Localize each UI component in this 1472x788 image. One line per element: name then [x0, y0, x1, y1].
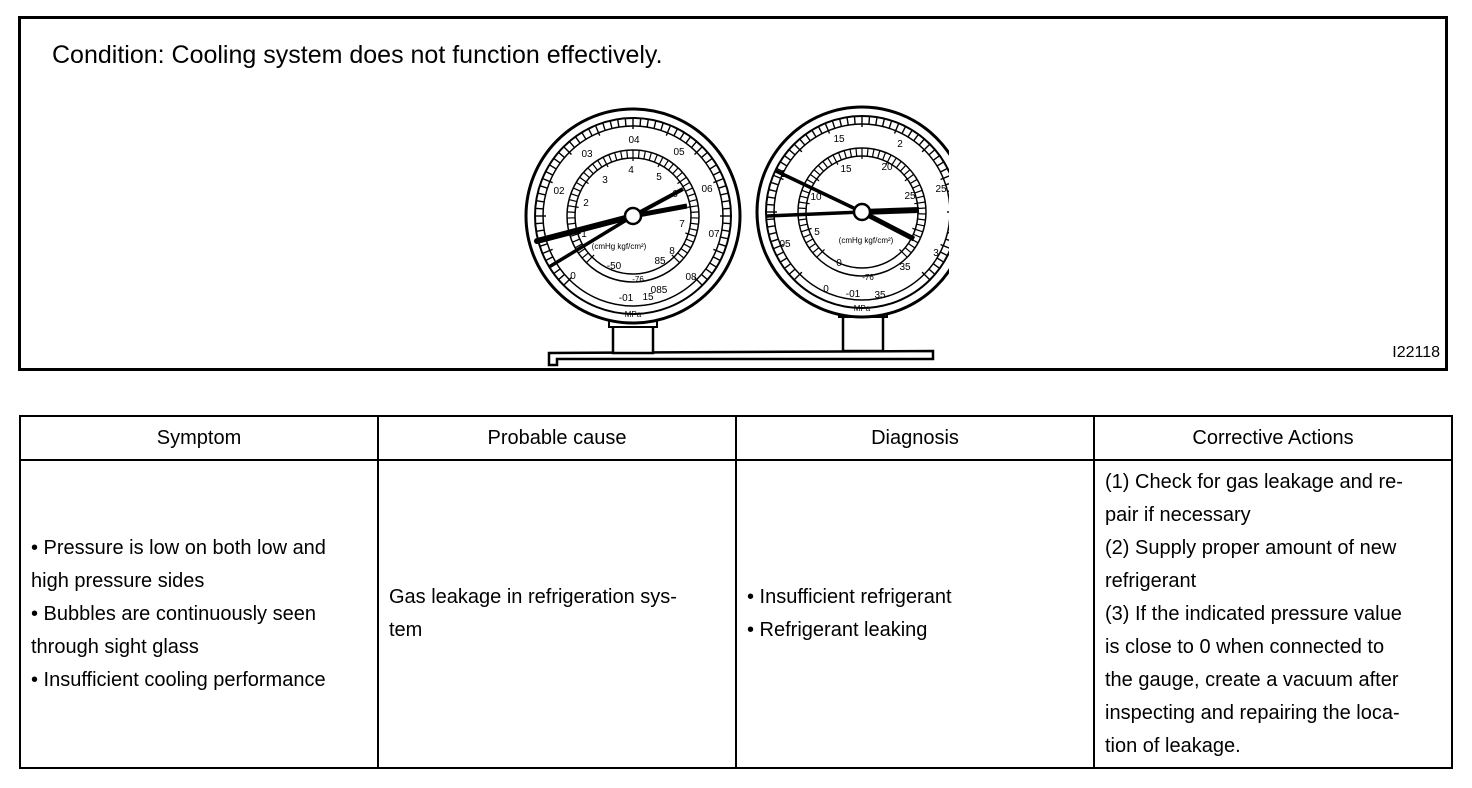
dial-tick — [625, 118, 626, 126]
low-inner-label: -01 — [618, 293, 634, 304]
low-inner-label: 5 — [656, 172, 662, 183]
low-inner-label: 7 — [679, 219, 685, 230]
low-inner-label: -50 — [606, 261, 622, 272]
dial-tick — [867, 148, 868, 156]
manifold-bar — [549, 351, 933, 365]
dial-tick — [798, 208, 806, 209]
high-inner-label: -76 — [862, 273, 874, 282]
action-line: (1) Check for gas leakage and re- — [1105, 470, 1403, 493]
low-outer-label: 0 — [570, 271, 576, 282]
dial-tick — [723, 223, 731, 224]
action-line: refrigerant — [1105, 569, 1197, 592]
dial-tick — [854, 116, 855, 124]
low-outer-label: 085 — [650, 285, 668, 296]
action-line: (2) Supply proper amount of new — [1105, 536, 1397, 559]
diagnosis-table — [19, 415, 1453, 769]
header-diagnosis: Diagnosis — [736, 416, 1094, 460]
table-row — [20, 460, 1452, 768]
high-inner-label: -01 — [845, 289, 861, 300]
high-inner-label: 15 — [840, 164, 852, 175]
low-mpa-label: MPa — [624, 310, 642, 319]
high-unit-label: (cmHg kgf/cm²) — [838, 236, 894, 245]
figure-id: I22118 — [1392, 344, 1440, 361]
diagnosis-line: • Refrigerant leaking — [747, 619, 928, 641]
low-outer-label: 07 — [708, 229, 720, 240]
dial-tick — [638, 150, 639, 158]
dial-tick — [535, 223, 543, 224]
dial-tick — [869, 116, 870, 124]
high-outer-label: 05 — [779, 239, 791, 250]
high-outer-label: 15 — [833, 134, 845, 145]
high-mpa-label: MPa — [853, 304, 871, 313]
high-outer-label: 25 — [935, 184, 947, 195]
symptom-line: high pressure sides — [31, 569, 205, 592]
low-inner-label: 1 — [581, 229, 587, 240]
symptom-line: through sight glass — [31, 635, 199, 658]
dial-tick — [535, 208, 543, 209]
low-inner-label: 15 — [642, 292, 654, 303]
cause-line: Gas leakage in refrigeration sys- — [389, 586, 677, 608]
table-header-row — [20, 416, 1452, 460]
high-inner-label: 5 — [814, 227, 820, 238]
low-outer-label: 08 — [685, 272, 697, 283]
dial-tick — [691, 212, 699, 213]
corrective-actions-cell — [1094, 460, 1452, 768]
high-inner-label: 10 — [810, 192, 822, 203]
header-probable-cause: Probable cause — [378, 416, 736, 460]
dial-tick — [856, 148, 857, 156]
manifold-gauge-illustration — [509, 89, 949, 369]
action-line: tion of leakage. — [1105, 734, 1241, 757]
low-inner-label: -76 — [632, 275, 644, 284]
action-line: inspecting and repairing the loca- — [1105, 701, 1400, 724]
diagnosis-line: • Insufficient refrigerant — [747, 586, 952, 608]
header-symptom: Symptom — [20, 416, 378, 460]
low-inner-label: 2 — [583, 198, 589, 209]
symptom-cell — [20, 460, 378, 768]
probable-cause-cell — [378, 460, 736, 768]
low-inner-label: 4 — [628, 165, 634, 176]
dial-tick — [640, 118, 641, 126]
diagnosis-cell — [736, 460, 1094, 768]
action-line: is close to 0 when connected to — [1105, 635, 1385, 658]
dial-tick — [766, 204, 774, 205]
dial-tick — [627, 150, 628, 158]
low-outer-label: 03 — [581, 149, 593, 160]
high-outer-label: 0 — [823, 284, 829, 295]
action-line: the gauge, create a vacuum after — [1105, 668, 1399, 691]
high-pressure-gauge — [757, 107, 949, 317]
condition-title: Condition: Cooling system does not function effectively. — [52, 41, 663, 69]
low-inner-label: 85 — [654, 256, 666, 267]
dial-tick — [766, 219, 774, 220]
low-outer-label: 05 — [673, 147, 685, 158]
low-outer-label: 04 — [628, 135, 640, 146]
low-unit-label: (cmHg kgf/cm²) — [591, 242, 647, 251]
symptom-line: • Bubbles are continuously seen — [31, 602, 316, 625]
figure-box — [18, 16, 1448, 371]
low-outer-label: 02 — [553, 186, 565, 197]
cause-line: tem — [389, 619, 423, 641]
high-outer-label: 3 — [933, 248, 939, 259]
low-outer-label: 06 — [701, 184, 713, 195]
high-inner-label: 35 — [899, 262, 911, 273]
high-inner-label: 0 — [836, 258, 842, 269]
action-line: (3) If the indicated pressure value — [1105, 602, 1402, 625]
low-pressure-gauge — [526, 109, 740, 323]
low-inner-label: 3 — [602, 175, 608, 186]
symptom-line: • Pressure is low on both low and — [31, 536, 326, 559]
high-inner-label: 20 — [881, 162, 893, 173]
header-corrective-actions: Corrective Actions — [1094, 416, 1452, 460]
action-line: pair if necessary — [1105, 503, 1251, 526]
dial-tick — [918, 208, 926, 209]
low-inner-label: 8 — [669, 246, 675, 257]
high-inner-label: 25 — [904, 191, 916, 202]
symptom-line: • Insufficient cooling performance — [31, 668, 326, 691]
high-outer-label: 35 — [874, 290, 886, 301]
high-outer-label: 2 — [897, 139, 903, 150]
dial-tick — [567, 212, 575, 213]
dial-tick — [723, 208, 731, 209]
